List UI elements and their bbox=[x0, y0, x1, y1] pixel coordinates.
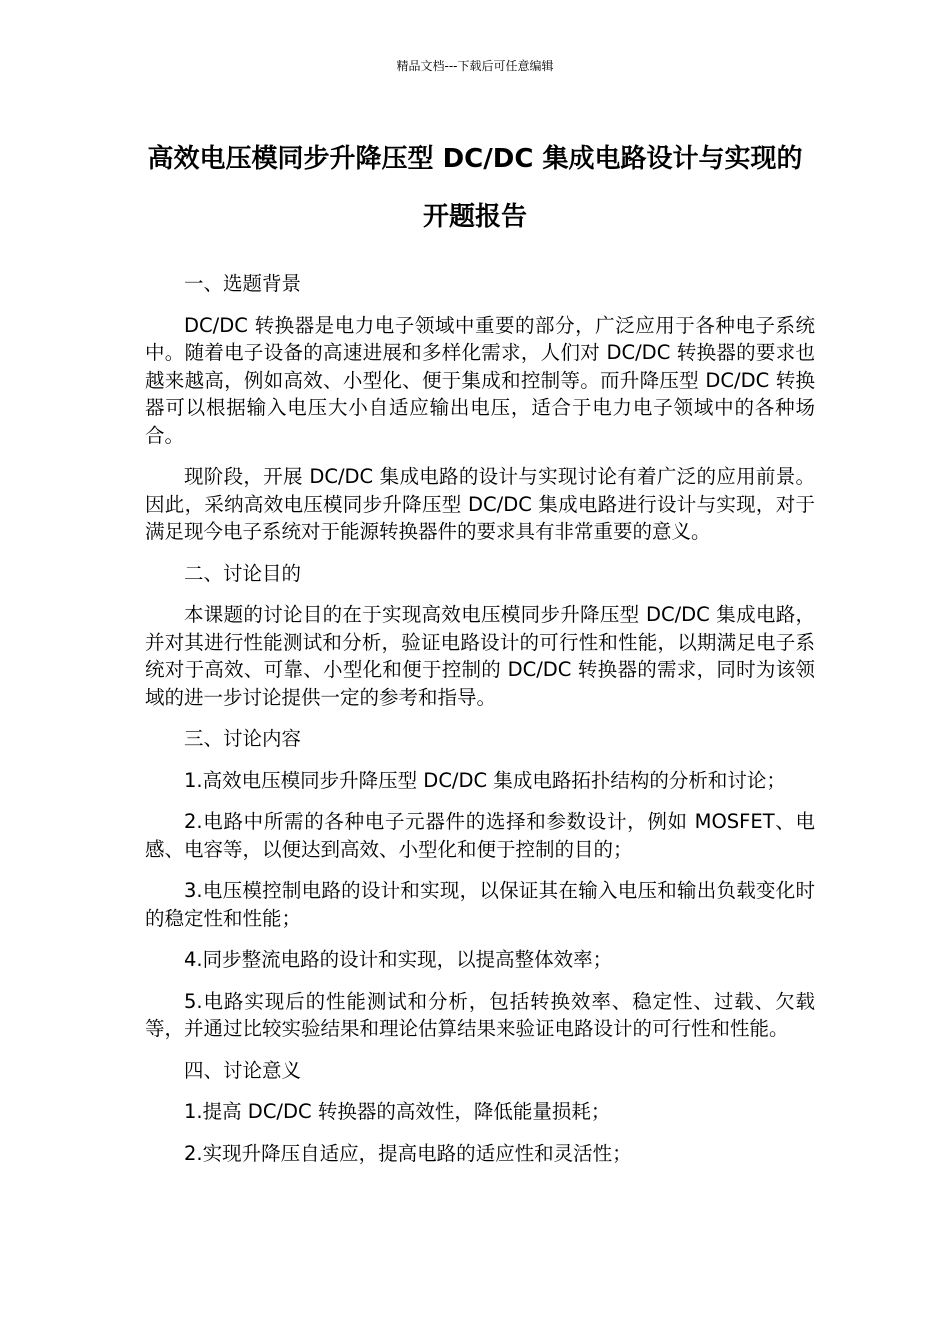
list-item: 2.实现升降压自适应，提高电路的适应性和灵活性； bbox=[184, 1141, 632, 1165]
list-item: 3.电压模控制电路的设计和实现，以保证其在输入电压和输出负载变化时的稳定性和性能； bbox=[145, 879, 815, 930]
list-item: 2.电路中所需的各种电子元器件的选择和参数设计，例如 MOSFET、电感、电容等，以便达到高效、小型化和便于控制的目的； bbox=[145, 810, 815, 861]
paragraph: 现阶段，开展 DC/DC 集成电路的设计与实现讨论有着广泛的应用前景。因此，采纳高效电压模同步升降压型 DC/DC 集成电路进行设计与实现，对于满足现今电子系统对于能源转换器件的要求具有非常重要的意义。 bbox=[145, 465, 815, 543]
list-item: 1.提高 DC/DC 转换器的高效性，降低能量损耗； bbox=[184, 1100, 611, 1123]
document-title: 高效电压模同步升降压型 DC/DC 集成电路设计与实现的开题报告 bbox=[147, 144, 803, 232]
section-heading-background: 一、选题背景 bbox=[184, 272, 302, 295]
page-header: 精品文档---下载后可任意编辑 bbox=[396, 59, 554, 73]
section-heading-significance: 四、讨论意义 bbox=[184, 1058, 302, 1082]
list-item: 5.电路实现后的性能测试和分析，包括转换效率、稳定性、过载、欠载等，并通过比较实验结果和理论估算结果来验证电路设计的可行性和性能。 bbox=[145, 989, 815, 1040]
section-heading-content: 三、讨论内容 bbox=[184, 727, 302, 750]
list-item: 4.同步整流电路的设计和实现，以提高整体效率； bbox=[184, 948, 613, 971]
section-heading-purpose: 二、讨论目的 bbox=[184, 561, 302, 585]
paragraph: DC/DC 转换器是电力电子领域中重要的部分，广泛应用于各种电子系统中。随着电子设备的高速进展和多样化需求，人们对 DC/DC 转换器的要求也越来越高，例如高效、小型化、便于集成和控制等。而升降压型 DC/DC 转换器可以根据输入电压大小自适应输出电压，适合于电力电子领域中的各种场合。 bbox=[145, 313, 815, 447]
list-item: 1.高效电压模同步升降压型 DC/DC 集成电路拓扑结构的分析和讨论； bbox=[184, 768, 786, 792]
document-body bbox=[145, 270, 815, 1181]
paragraph: 本课题的讨论目的在于实现高效电压模同步升降压型 DC/DC 集成电路，并对其进行性能测试和分析，验证电路设计的可行性和性能，以期满足电子系统对于高效、可靠、小型化和便于控制的 DC/DC 转换器的需求，同时为该领域的进一步讨论提供一定的参考和指导。 bbox=[145, 603, 815, 709]
